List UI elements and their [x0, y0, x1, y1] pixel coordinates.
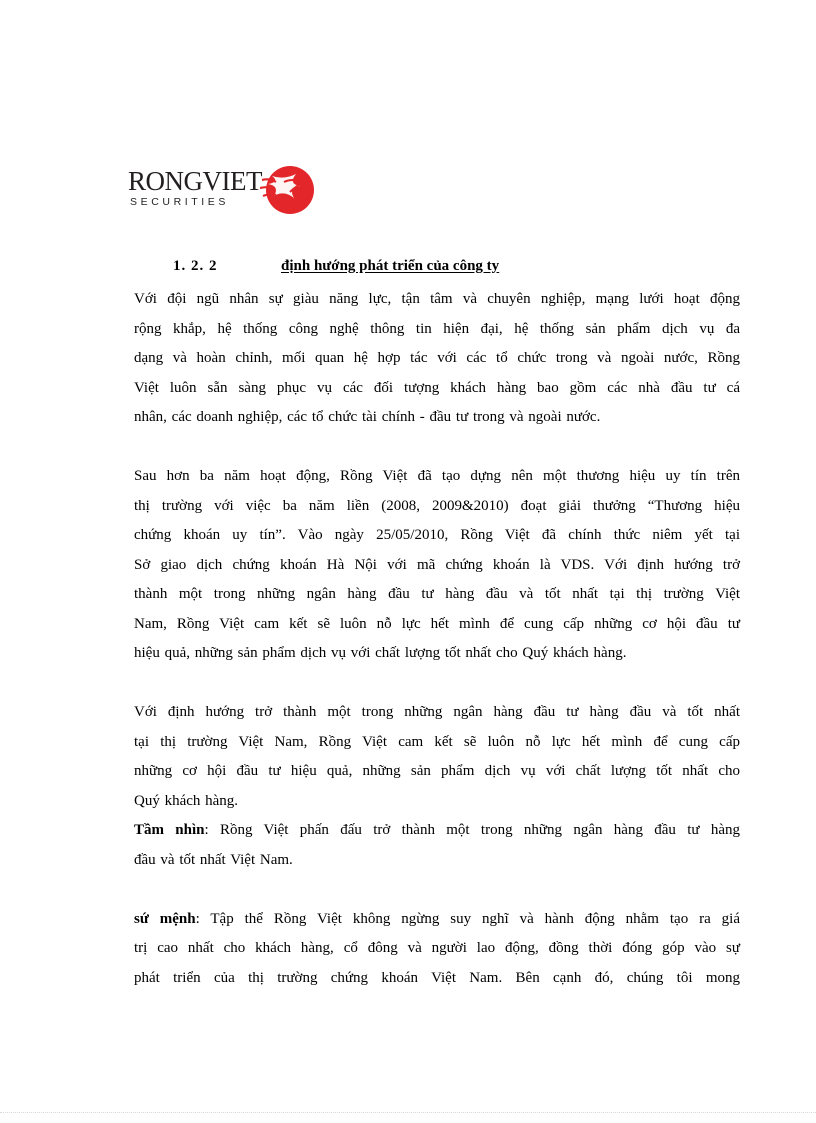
mission-line: trị cao nhất cho khách hàng, cổ đông và người lao động, đồng thời đóng góp vào sự: [134, 940, 740, 956]
rongviet-logo: [128, 158, 318, 218]
paragraph-1-line: dạng và hoàn chỉnh, mối quan hệ hợp tác với các tổ chức trong và ngoài nước, Rồng: [134, 350, 740, 366]
logo-brand-text: RONGVIET: [128, 166, 262, 196]
paragraph-2-line: Sau hơn ba năm hoạt động, Rồng Việt đã tạo dựng nên một thương hiệu uy tín trên: [134, 468, 740, 484]
paragraph-1-line: rộng khắp, hệ thống công nghệ thông tin hiện đại, hệ thống sản phẩm dịch vụ đa: [134, 320, 740, 337]
paragraph-3-line: tại thị trường Việt Nam, Rồng Việt cam kết sẽ luôn nỗ lực hết mình để cung cấp: [134, 733, 740, 750]
section-heading: [0, 256, 816, 278]
mission-line: [134, 905, 740, 935]
mission-label: sứ mệnh: [134, 910, 196, 927]
vision-line: [134, 816, 740, 846]
mission-line: phát triển của thị trường chứng khoán Việt Nam. Bên cạnh đó, chúng tôi mong: [134, 969, 740, 986]
paragraph-3-line: những cơ hội đầu tư hiệu quả, những sản phẩm dịch vụ với chất lượng tốt nhất cho: [134, 763, 740, 779]
paragraph-2-line: Sở giao dịch chứng khoán Hà Nội với mã chứng khoán là VDS. Với định hướng trở: [134, 556, 740, 573]
paragraph-2-line: thị trường với việc ba năm liền (2008, 2009&2010) đoạt giải thưởng “Thương hiệu: [134, 497, 740, 514]
paragraph-2-line: hiệu quả, những sản phẩm dịch vụ với chất lượng tốt nhất cho Quý khách hàng.: [134, 645, 627, 661]
paragraph-1-line: Việt luôn sẵn sàng phục vụ các đối tượng khách hàng bao gồm các nhà đầu tư cá: [134, 379, 740, 396]
dragon-logo-icon: [260, 162, 314, 216]
logo-subtitle-text: SECURITIES: [130, 196, 230, 208]
paragraph-3-line: Với định hướng trở thành một trong những ngân hàng đầu tư hàng đầu và tốt nhất: [134, 704, 740, 720]
section-title: định hướng phát triển của công ty: [281, 258, 500, 274]
mission-text: : Tập thể Rồng Việt không ngừng suy nghĩ và hành động nhằm tạo ra giá: [195, 910, 740, 927]
paragraph-3-line: Quý khách hàng.: [134, 792, 239, 809]
page-bottom-border: [0, 1112, 816, 1114]
vision-text: : Rồng Việt phấn đấu trở thành một trong những ngân hàng đầu tư hàng: [204, 822, 740, 838]
paragraph-1-line: nhân, các doanh nghiệp, các tổ chức tài chính - đầu tư trong và ngoài nước.: [134, 409, 601, 425]
vision-label: Tầm nhìn: [134, 822, 205, 838]
section-number: 1. 2. 2: [173, 258, 218, 274]
vision-line: đầu và tốt nhất Việt Nam.: [134, 851, 293, 868]
paragraph-2-line: chứng khoán uy tín”. Vào ngày 25/05/2010, Rồng Việt đã chính thức niêm yết tại: [134, 527, 740, 543]
document-body: [134, 285, 740, 993]
paragraph-2-line: Nam, Rồng Việt cam kết sẽ luôn nỗ lực hết mình để cung cấp những cơ hội đầu tư: [134, 615, 740, 632]
paragraph-1-line: Với đội ngũ nhân sự giàu năng lực, tận tâm và chuyên nghiệp, mạng lưới hoạt động: [134, 291, 740, 307]
paragraph-2-line: thành một trong những ngân hàng đầu tư hàng đầu và tốt nhất tại thị trường Việt: [134, 586, 740, 602]
